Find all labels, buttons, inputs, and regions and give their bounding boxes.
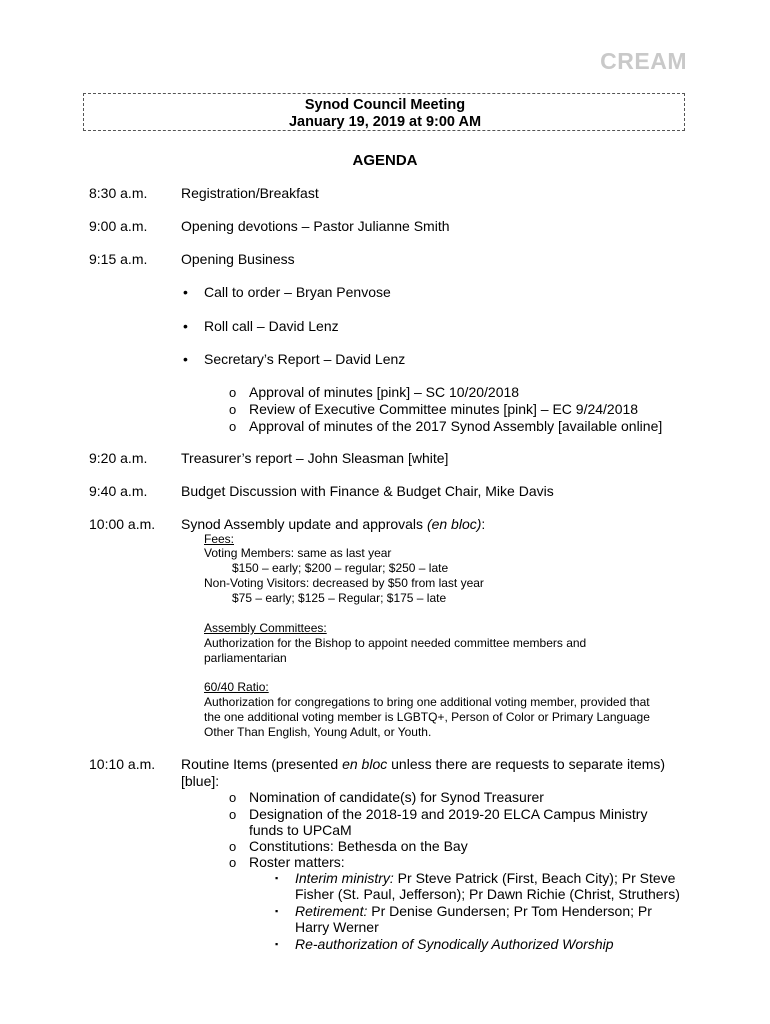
agenda-item: Treasurer’s report – John Sleasman [white] — [181, 450, 449, 466]
sub-item: Designation of the 2018-19 and 2019-20 ELCA Campus Ministry — [249, 806, 648, 822]
agenda-item: Budget Discussion with Finance & Budget Chair, Mike Davis — [181, 483, 554, 499]
bullet-marker: • — [183, 284, 188, 300]
roster-item: Interim ministry: Pr Steve Patrick (First, Beach City); Pr Steve — [295, 870, 676, 886]
meeting-date: January 19, 2019 at 9:00 AM — [288, 114, 482, 130]
detail-line: $75 – early; $125 – Regular; $175 – late — [232, 591, 447, 605]
sub-item: Roster matters: — [249, 854, 345, 870]
detail-line: Non-Voting Visitors: decreased by $50 from last year — [204, 576, 484, 590]
agenda-item: Opening devotions – Pastor Julianne Smith — [181, 218, 450, 234]
sub-item: Review of Executive Committee minutes [pink] – EC 9/24/2018 — [249, 401, 639, 417]
circle-marker: o — [229, 839, 237, 854]
circle-marker: o — [229, 807, 237, 822]
agenda-item: Registration/Breakfast — [181, 185, 319, 201]
roster-item: Re-authorization of Synodically Authorized Worship — [295, 936, 614, 952]
list-item: Secretary’s Report – David Lenz — [204, 351, 406, 367]
detail-line: Authorization for the Bishop to appoint needed committee members and — [204, 636, 587, 650]
sub-item-cont: funds to UPCaM — [249, 822, 352, 838]
square-marker: ▪ — [275, 939, 279, 949]
sub-item: Approval of minutes of the 2017 Synod Assembly [available online] — [249, 418, 663, 434]
bullet-marker: • — [183, 351, 188, 367]
bullet-marker: • — [183, 318, 188, 334]
ratio-heading: 60/40 Ratio: — [204, 680, 269, 694]
agenda-time: 9:00 a.m. — [89, 218, 148, 234]
list-item: Call to order – Bryan Penvose — [204, 284, 391, 300]
agenda-item: Synod Assembly update and approvals (en bloc): — [181, 516, 486, 532]
square-marker: ▪ — [275, 906, 279, 916]
roster-item-cont: Harry Werner — [295, 919, 379, 935]
circle-marker: o — [229, 855, 237, 870]
agenda-time: 9:20 a.m. — [89, 450, 148, 466]
circle-marker: o — [229, 385, 237, 400]
detail-line: Voting Members: same as last year — [204, 546, 392, 560]
circle-marker: o — [229, 790, 237, 805]
watermark: CREAM — [600, 48, 687, 74]
detail-line: Authorization for congregations to bring one additional voting member, provided that — [204, 695, 650, 709]
agenda-time: 9:15 a.m. — [89, 251, 148, 267]
roster-item: Retirement: Pr Denise Gundersen; Pr Tom Henderson; Pr — [295, 903, 652, 919]
list-item: Roll call – David Lenz — [204, 318, 339, 334]
circle-marker: o — [229, 402, 237, 417]
agenda-time: 10:10 a.m. — [89, 756, 156, 772]
detail-line: $150 – early; $200 – regular; $250 – late — [232, 561, 449, 575]
sub-item: Nomination of candidate(s) for Synod Treasurer — [249, 789, 544, 805]
agenda-time: 9:40 a.m. — [89, 483, 148, 499]
page-title: Synod Council Meeting — [304, 97, 466, 113]
sub-item: Approval of minutes [pink] – SC 10/20/2018 — [249, 384, 520, 400]
committees-heading: Assembly Committees: — [204, 621, 327, 635]
agenda-time: 8:30 a.m. — [89, 185, 148, 201]
detail-line: the one additional voting member is LGBTQ+, Person of Color or Primary Language — [204, 710, 650, 724]
fees-heading: Fees: — [204, 532, 235, 546]
square-marker: ▪ — [275, 873, 279, 883]
roster-item-cont: Fisher (St. Paul, Jefferson); Pr Dawn Richie (Christ, Struthers) — [295, 886, 680, 902]
agenda-item-cont: [blue]: — [181, 773, 220, 789]
detail-line: parliamentarian — [204, 651, 287, 665]
agenda-item: Routine Items (presented en bloc unless there are requests to separate items) — [181, 756, 666, 772]
detail-line: Other Than English, Young Adult, or Youth. — [204, 725, 432, 739]
sub-item: Constitutions: Bethesda on the Bay — [249, 838, 468, 854]
circle-marker: o — [229, 419, 237, 434]
agenda-time: 10:00 a.m. — [89, 516, 156, 532]
agenda-heading: AGENDA — [352, 152, 418, 169]
agenda-item: Opening Business — [181, 251, 295, 267]
